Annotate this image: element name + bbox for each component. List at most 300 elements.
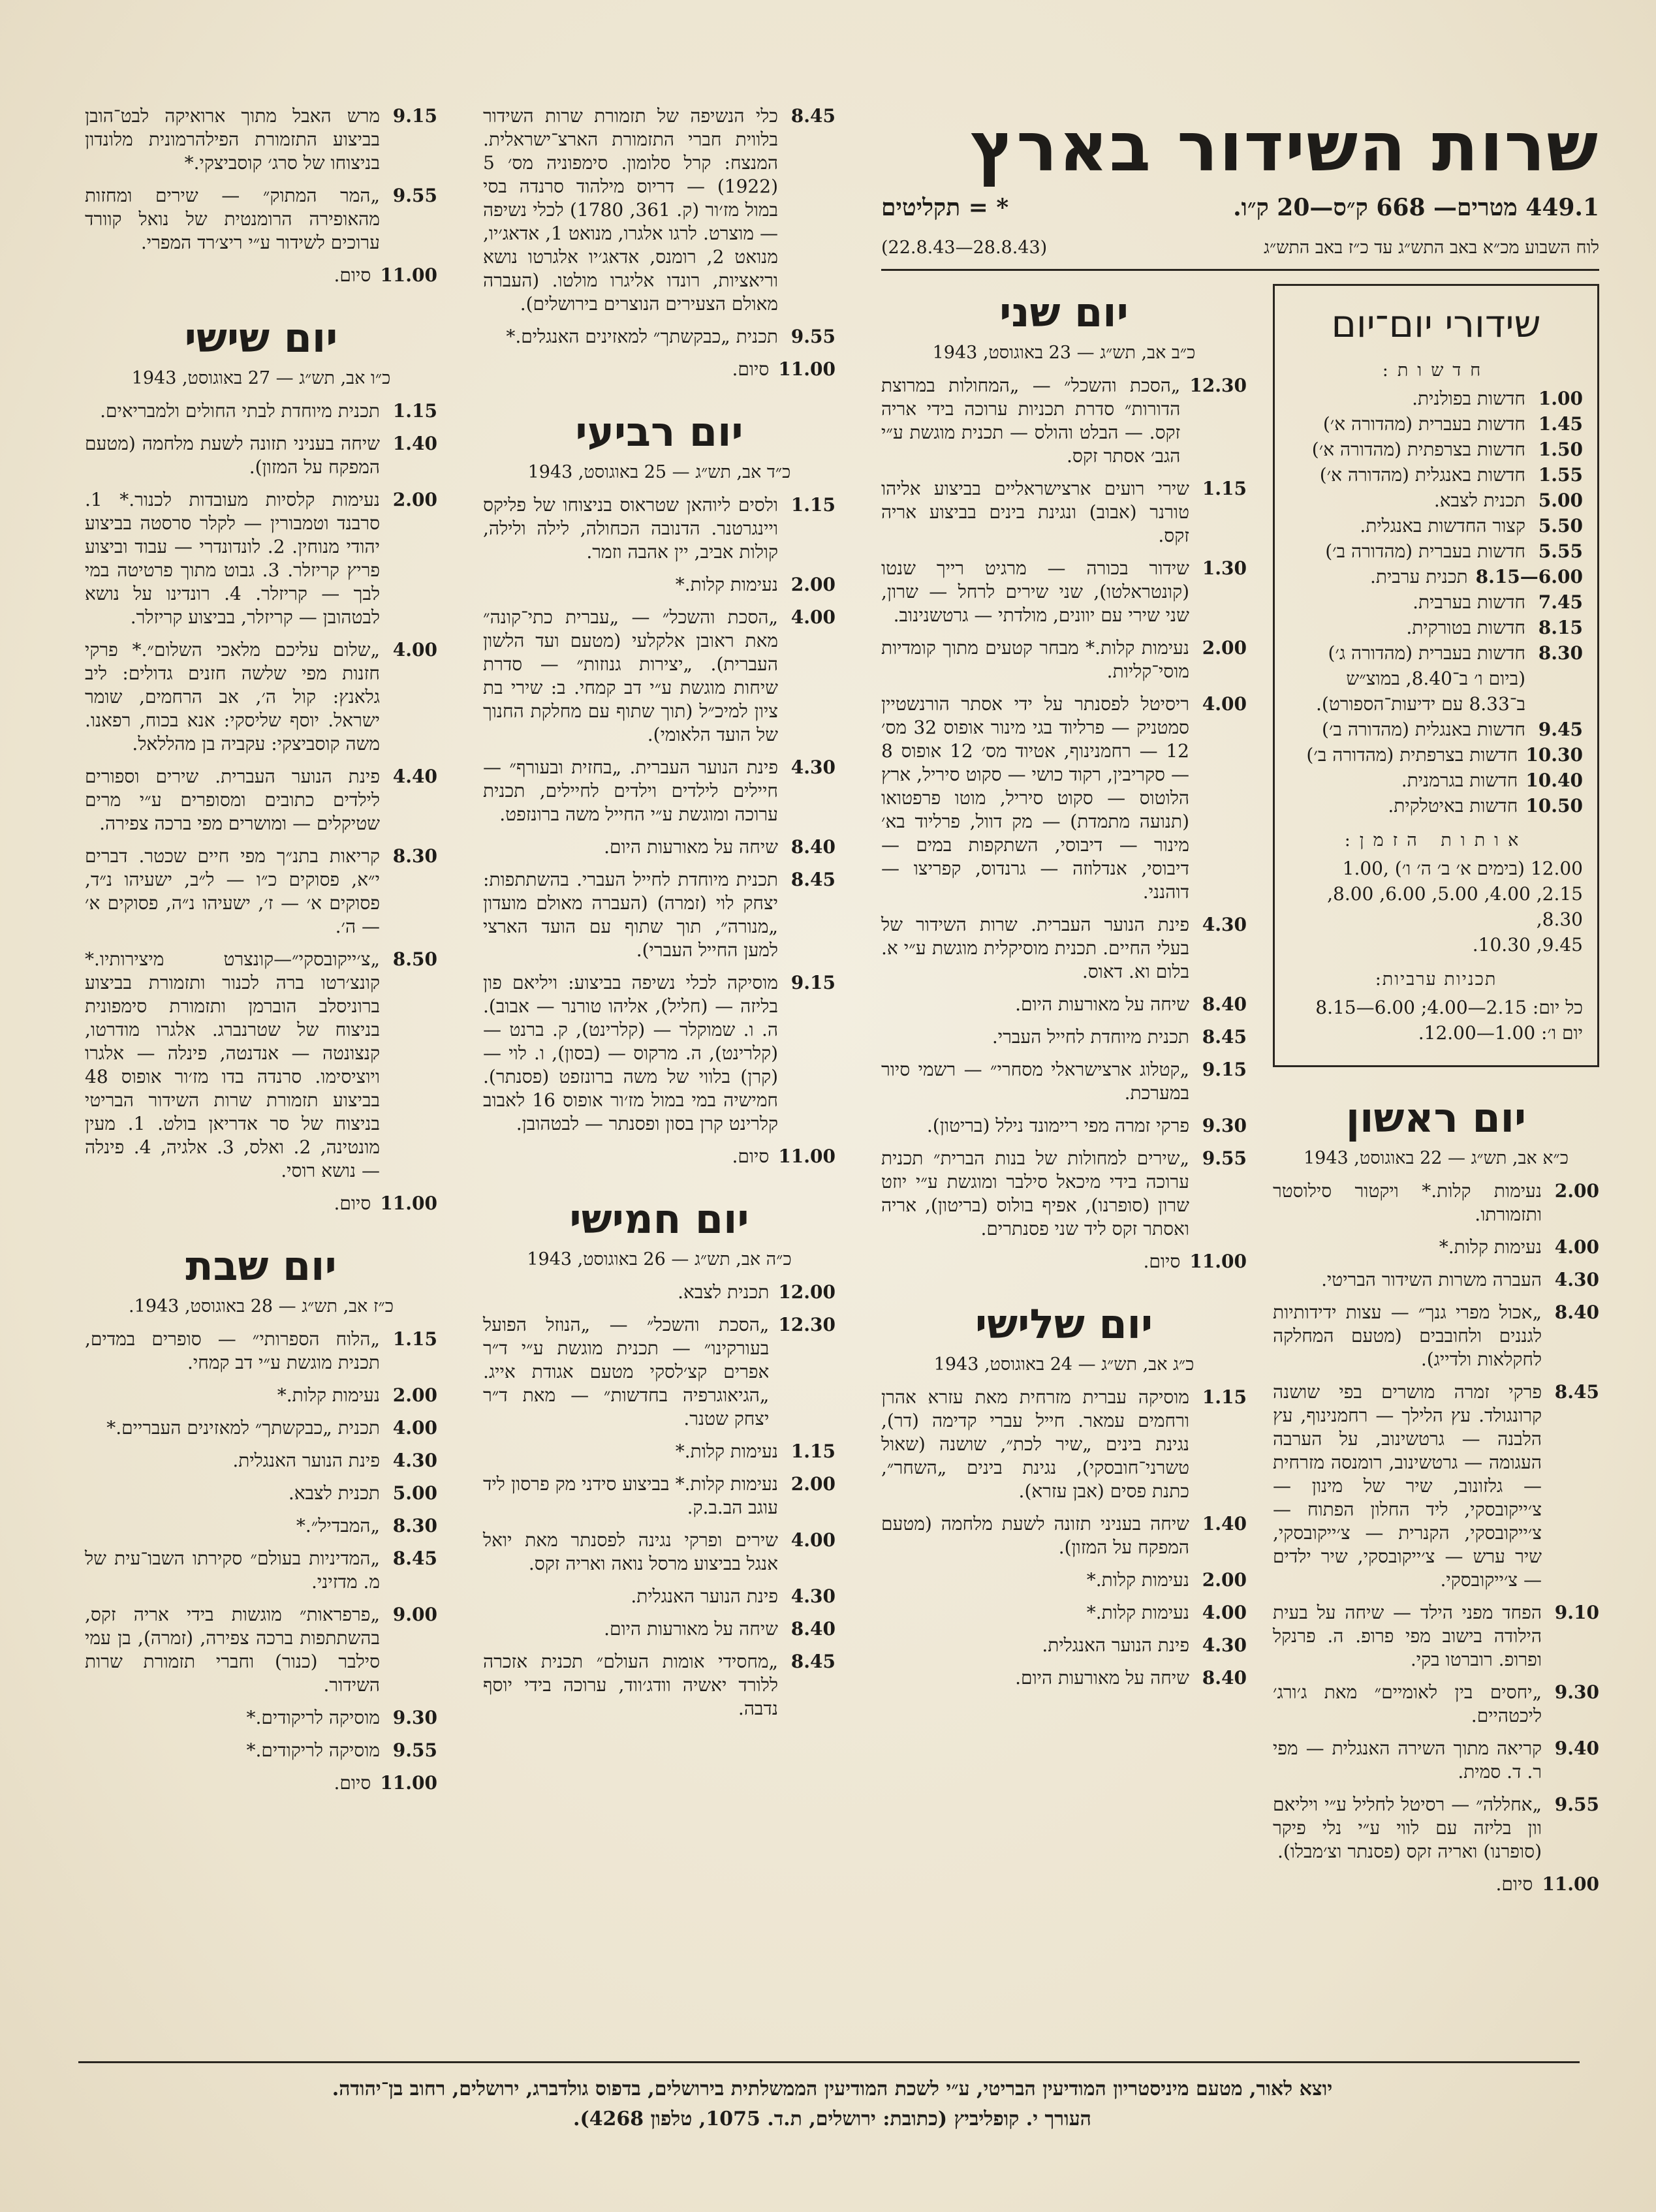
daily-broadcasts-box <box>1273 284 1599 1067</box>
program-row <box>1273 1873 1599 1896</box>
program-row <box>85 488 437 629</box>
program-text: שיחה על מאורעות היום. <box>1015 993 1189 1015</box>
program-row <box>1273 1301 1599 1371</box>
frequency-text: 449.1 מטרים— 668 ק״ס—20 ק״ו. <box>1233 194 1599 221</box>
news-item-row <box>1289 768 1583 793</box>
program-time: 4.40 <box>392 766 437 787</box>
news-item-time: 1.50 <box>1538 439 1583 460</box>
arabic-program-line: כל יום: 2.15—4.00; 6.00—8.15 <box>1315 997 1583 1018</box>
page-title: שרות השידור בארץ <box>970 107 1599 187</box>
program-time: 2.00 <box>1554 1180 1599 1202</box>
daily-box-title: שידורי יום־יום <box>1331 302 1541 346</box>
news-item-time: 9.45 <box>1538 719 1583 740</box>
day-date-tuesday: כ״ג אב, תש״ג — 24 באוגוסט, 1943 <box>933 1354 1195 1375</box>
program-row <box>85 1771 437 1795</box>
program-time: 12.30 <box>1189 375 1247 396</box>
news-item-time: 5.50 <box>1538 515 1583 537</box>
program-time: 1.15 <box>790 494 836 516</box>
program-text: סיום. <box>1143 1251 1181 1272</box>
day-heading-wednesday: יום רביעי <box>575 408 743 456</box>
program-row <box>881 1147 1247 1241</box>
news-item-text: תכנית ערבית. <box>1369 566 1468 587</box>
program-text: סיום. <box>334 264 371 286</box>
program-time: 1.15 <box>1202 1386 1247 1408</box>
program-time: 2.00 <box>1202 1569 1247 1591</box>
news-item-row <box>1289 742 1583 768</box>
time-signal-line: 2.15, 4.00, 5.00, 6.00, 8.00, 8.30, <box>1327 883 1583 930</box>
news-item-text: חדשות בערבית. <box>1413 591 1525 613</box>
program-time: 11.00 <box>778 1145 836 1167</box>
program-row <box>483 104 836 316</box>
program-time: 12.00 <box>778 1281 836 1303</box>
program-row <box>881 993 1247 1016</box>
program-time: 8.45 <box>1202 1026 1247 1048</box>
program-time: 9.00 <box>392 1604 437 1625</box>
news-item-time: 1.00 <box>1538 388 1583 409</box>
program-row <box>1273 1793 1599 1863</box>
footer <box>131 2074 1534 2134</box>
news-item-row <box>1289 717 1583 742</box>
program-list-wednesday <box>483 493 836 1168</box>
time-signal-line: 9.45, 10.30. <box>1472 934 1583 956</box>
time-signal-line: 12.00 (בימים א׳ ב׳ ה׳ ו׳) ,1.00 <box>1342 858 1583 879</box>
program-text: „מחסידי אומות העולם״ תכנית אזכרה ללורד יאשיה וודג׳ווד, ערוכה בידי יוסף נדבה. <box>483 1651 778 1719</box>
program-row <box>85 1514 437 1538</box>
news-item-text: חדשות בטורקית. <box>1406 617 1525 638</box>
program-row <box>483 1313 836 1431</box>
news-item-row <box>1289 386 1583 411</box>
program-row <box>881 913 1247 984</box>
program-time: 11.00 <box>380 1772 437 1794</box>
program-text: פרקי זמרה מפי ריימונד נילל (בריטון). <box>926 1115 1189 1136</box>
daily-and-sunday <box>1273 284 1599 1905</box>
program-row <box>881 1666 1247 1690</box>
program-row <box>85 1384 437 1407</box>
news-item-time: 5.00 <box>1538 490 1583 511</box>
program-time: 1.40 <box>392 433 437 454</box>
program-text: „המר המתוק״ — שירים ומחזות מהאופירה הרומנטית של נואל קוורד ערוכים לשידור ע״י ריצ׳רד המפרי. <box>85 185 380 253</box>
program-text: תכנית „כבקשתך״ למאזינים האנגלים.* <box>506 326 778 347</box>
news-item-text: חדשות בעברית (מהדורה ב׳) <box>1325 540 1525 562</box>
news-item-text: חדשות בעברית (מהדורה ג׳) <box>1328 642 1525 664</box>
news-item-text: חדשות באנגלית (מהדורה ב׳) <box>1322 719 1525 740</box>
program-text: „פרפראות״ מוגשות בידי אריה זקס, בהשתתפות ברכה צפירה, (זמרה), בן עמי סילבר (כנור) וחברי תזמורת שרות השידור. <box>85 1604 380 1696</box>
news-heading: חדשות: <box>1382 360 1490 381</box>
program-row <box>85 1449 437 1472</box>
program-time: 8.40 <box>790 836 836 858</box>
program-time: 8.45 <box>1554 1381 1599 1403</box>
program-row <box>85 845 437 939</box>
program-text: תכנית „כבקשתך״ למאזינים העבריים.* <box>106 1417 380 1439</box>
program-time: 1.15 <box>392 1328 437 1350</box>
program-row <box>881 1568 1247 1592</box>
program-row <box>1273 1179 1599 1226</box>
program-time: 8.30 <box>392 845 437 867</box>
program-row <box>85 399 437 423</box>
program-list-thursday <box>483 1281 836 1721</box>
program-list-tuesday <box>881 1386 1247 1690</box>
program-row <box>85 1192 437 1215</box>
program-text: שיחה בעניני תזונה לשעת מלחמה (מטעם המפקח על המזון). <box>85 433 380 478</box>
program-text: תכנית לצבא. <box>678 1281 770 1303</box>
program-row <box>483 493 836 564</box>
day-date-wednesday: כ״ד אב, תש״ג — 25 באוגוסט, 1943 <box>527 462 791 482</box>
news-item-text: חדשות בעברית (מהדורה א׳) <box>1322 413 1525 435</box>
program-text: נעימות קלות.* ויקטור סילוסטר ותזמורתו. <box>1273 1180 1542 1225</box>
program-row <box>1273 1601 1599 1672</box>
program-text: כלי הנשיפה של תזמורת שרות השידור בלווית חברי התזמורת הארצ־ישראלית. המנצח: קרל סלומון. סימפוניה מס׳ 5 (1922) — דריוס מילהוד סרנדה בסי במול מז׳ור (ק. 361, 1780) לכלי נשיפה — מוצרט. לרגו אלגרו, מנואט 1, אדאג׳יו, מנואט 2, רומנס, אדאג׳יו אלגרטו נושא וריאציות, רונדו אליגרו מולטו. (העברה מאולם הצעירים הנוצרים בירושלים). <box>483 105 779 315</box>
program-time: 8.30 <box>392 1515 437 1536</box>
program-text: „שירים למחולות של בנות הברית״ תכנית ערוכה בידי מיכאל סילבר ומוגשת ע״י יוזט שרון (סופרנו), אפיף בולוס (בריטון), אריה ואסתר זקס ליד שני פסנתרים. <box>881 1147 1189 1239</box>
program-time: 11.00 <box>380 264 437 286</box>
program-text: „צ׳ייקובסקי״—קונצרט מיצירותיו.* קונצ׳רטו ברה לכנור ותזמורת בביצוע ברוניסלב הוברמן ותזמורת סימפונית בניצוח של שטרנברג. אלגרו מודרטו, קנצונטה — אנדנטה, פינלה — אלגרו ויוציסימו. סרנדה בדו מז׳ור אופוס 48 בביצוע תזמורת שרות השידור הבריטי בניצוח של סר אדריאן בולט. 1. מעין מונטינה, 2. ואלס, 3. אלגיה, 4. פינלה — נושא רוסי. <box>85 948 380 1181</box>
program-row <box>85 104 437 175</box>
program-time: 2.00 <box>790 574 836 595</box>
day-heading-saturday: יום שבת <box>185 1242 337 1290</box>
program-row <box>483 606 836 747</box>
program-time: 4.00 <box>790 1529 836 1551</box>
program-row <box>881 1512 1247 1559</box>
program-time: 1.40 <box>1202 1513 1247 1534</box>
program-text: נעימות קלות.* <box>1086 1602 1189 1623</box>
program-time: 8.40 <box>1202 993 1247 1015</box>
middle-column <box>483 104 836 1730</box>
program-text: מרש האבל מתוך ארואיקה לבט־הובן בביצוע התזמורת הפילהרמונית מלונדון בניצוחו של סרג׳ קוסביצקי.* <box>85 105 380 174</box>
day-date-saturday: כ״ז אב, תש״ג — 28 באוגוסט, 1943. <box>129 1296 394 1316</box>
day-heading-monday: יום שני <box>999 288 1129 336</box>
program-text: „המדיניות בעולם״ סקירתו השבו־עית של מ. מדזיני. <box>85 1548 380 1593</box>
program-text: סיום. <box>334 1772 371 1794</box>
records-legend: * = תקליטים <box>881 194 1009 221</box>
news-item-row <box>1289 488 1583 513</box>
program-row <box>85 1739 437 1762</box>
program-row <box>881 1114 1247 1138</box>
program-row <box>85 638 437 756</box>
day-date-friday: כ״ו אב, תש״ג — 27 באוגוסט, 1943 <box>131 368 391 388</box>
news-item-time: 5.55 <box>1538 540 1583 562</box>
program-row <box>881 557 1247 627</box>
program-time: 4.00 <box>392 639 437 661</box>
day-heading-tuesday: יום שלישי <box>975 1300 1153 1348</box>
news-item-time: 6.00—8.15 <box>1475 566 1583 587</box>
news-item-time <box>1533 666 1583 717</box>
news-item-time: 10.40 <box>1525 770 1583 791</box>
program-list-friday <box>85 399 437 1215</box>
program-text: תכנית מיוחדת לבתי החולים ולמבריאים. <box>100 400 380 422</box>
program-text: שיחה על מאורעות היום. <box>604 1618 778 1640</box>
news-item-row <box>1289 564 1583 589</box>
day-heading-friday: יום שישי <box>184 314 338 362</box>
program-time: 8.45 <box>790 869 836 890</box>
program-text: העברה משרות השידור הבריטי. <box>1321 1269 1542 1290</box>
news-item-time: 1.55 <box>1538 464 1583 486</box>
news-item-text: חדשות בפולנית. <box>1412 388 1525 409</box>
program-text: שירים ופרקי נגינה לפסנתר מאת יואל אנגל בביצוע מרסל נואה ואריה זקס. <box>483 1529 778 1574</box>
program-time: 8.40 <box>1202 1667 1247 1689</box>
day-date-sunday: כ״א אב, תש״ג — 22 באוגוסט, 1943 <box>1304 1148 1569 1168</box>
program-time: 11.00 <box>1542 1873 1599 1895</box>
program-time: 2.00 <box>1202 637 1247 659</box>
arabic-programs-list <box>1289 995 1583 1046</box>
program-text: סיום. <box>732 358 770 380</box>
news-item-row <box>1289 615 1583 640</box>
program-time: 9.15 <box>1202 1059 1247 1080</box>
program-row <box>85 264 437 287</box>
program-row <box>1273 1268 1599 1292</box>
week-label: לוח השבוע מכ״א באב התש״ג עד כ״ז באב התש״ג <box>1264 238 1599 258</box>
program-text: שיחה על מאורעות היום. <box>1015 1667 1189 1689</box>
program-text: פרקי זמרה מושרים בפי שושנה קרונגולד. עץ הלילך — רחמנינוף, עץ הלבנה — גרטשינוב, על הערבה העגומה — גרטשינוב, רומנסה מזרחית — גלזונוב, שיר של מינון — צ׳ייקובסקי, ליד החלון הפתוח — צ׳ייקובסקי, הקנרית — צ׳ייקובסקי, שיר ערש — צ׳ייקובסקי, שיר ילדים — צ׳ייקובסקי. <box>1273 1381 1542 1591</box>
program-row <box>483 1281 836 1304</box>
news-item-time: 8.15 <box>1538 617 1583 638</box>
program-row <box>881 636 1247 683</box>
program-row <box>85 432 437 479</box>
program-time: 9.55 <box>790 326 836 347</box>
program-list-monday <box>881 374 1247 1273</box>
program-text: סיום. <box>1495 1873 1533 1895</box>
program-row <box>85 1603 437 1697</box>
program-text: „קטלוג ארצישראלי מסחרי״ — רשמי סיור במערכת. <box>881 1059 1189 1104</box>
monday-tuesday <box>881 284 1247 1905</box>
program-time: 9.55 <box>392 1739 437 1761</box>
program-text: נעימות קלות.* <box>277 1384 380 1406</box>
program-text: שיחה על מאורעות היום. <box>604 836 778 858</box>
program-time: 2.00 <box>392 489 437 510</box>
program-row <box>881 1250 1247 1273</box>
program-text: „יחסים בין לאומיים״ מאת ג׳ורג׳ ליכטהיים. <box>1273 1681 1542 1726</box>
program-row <box>881 1386 1247 1503</box>
program-time: 11.00 <box>778 358 836 380</box>
program-text: „שלום עליכם מלאכי השלום״.* פרקי חזנות מפי שלשה חזנים גדולים: ליב גלאנץ: קול ה׳, אב הרחמים, שומר ישראל. יוסף שליסקי: אנא בכוח, רפאנו. משה קוסביצקי: עקביה בן מהללאל. <box>85 639 380 755</box>
program-list-continued <box>483 104 836 381</box>
program-time: 4.30 <box>1202 1634 1247 1656</box>
program-row <box>881 1601 1247 1625</box>
program-time: 9.55 <box>1554 1794 1599 1815</box>
time-signals-heading: אותות הזמן: <box>1344 830 1528 850</box>
program-time: 1.15 <box>790 1441 836 1462</box>
program-time: 9.15 <box>392 105 437 127</box>
program-text: סיום. <box>732 1145 770 1167</box>
program-row <box>483 971 836 1136</box>
program-time: 8.45 <box>790 105 836 127</box>
program-text: שידור בכורה — מרגיט רייך שנטו (קונטראלטו), שני שירים לרחל — שרון, שני שירי עם יוונים, מולדתי — גרטשנינוב. <box>881 557 1189 626</box>
program-row <box>483 1585 836 1608</box>
program-text: נעימות קלות.* <box>1439 1236 1542 1258</box>
program-row <box>85 1547 437 1594</box>
program-time: 4.30 <box>790 1585 836 1607</box>
program-text: נעימות קלות.* <box>1086 1569 1189 1591</box>
program-row <box>483 1472 836 1519</box>
program-time: 8.45 <box>392 1548 437 1569</box>
arabic-program-line: יום ו׳: 1.00—12.00. <box>1418 1022 1583 1044</box>
program-text: „הסכת והשכל״ — „הנוזל הפועל בעורקינו״ — תכנית מוגשת ע״י ד״ר אפרים קצ׳לסקי מטעם אגודת אייג. „הגיאוגרפיה בחדשות״ — מאת ד״ר יצחק שטנר. <box>483 1314 770 1429</box>
program-text: תכנית מיוחדת לחייל העברי. בהשתתפות: יצחק לוי (זמרה) (העברה מאולם מועדון „מנורה״, תוך שתוף עם הועד הארצי למען החייל העברי). <box>483 869 778 961</box>
program-text: שירי רועים ארצישראליים בביצוע אליהו טורנר (אבוב) ונגינת בינים בביצוע אריה זקס. <box>881 478 1189 546</box>
footer-line-2: העורך י. קופליביץ (כתובת: ירושלים, ת.ד. 1075, טלפון 4268). <box>573 2108 1091 2130</box>
program-time: 8.40 <box>790 1618 836 1640</box>
news-item-row <box>1289 666 1583 717</box>
program-row <box>85 1706 437 1730</box>
news-item-time: 7.45 <box>1538 591 1583 613</box>
program-time: 1.30 <box>1202 557 1247 579</box>
week-dates: (28.8.43—22.8.43) <box>881 238 1048 258</box>
program-row <box>881 1058 1247 1105</box>
program-time: 12.30 <box>778 1314 836 1335</box>
program-row <box>85 765 437 835</box>
news-item-row <box>1289 538 1583 564</box>
program-text: „אחללה״ — רסיטל לחליל ע״י ויליאם וון בליזה עם לווי ע״י נלי פיקר (סופרנו) ואריה זקס (פסנתר וצ׳מבלו). <box>1273 1794 1542 1862</box>
program-time: 4.00 <box>392 1417 437 1439</box>
program-text: תכנית מיוחדת לחייל העברי. <box>992 1026 1189 1048</box>
program-time: 4.30 <box>790 756 836 778</box>
program-time: 9.40 <box>1554 1737 1599 1759</box>
program-text: פינת הנוער העברית. שירים וספורים לילדים כתובים ומסופרים ע״י מרים שטיקלים — ומושרים מפי ברכה צפירה. <box>85 766 380 834</box>
day-date-thursday: כ״ה אב, תש״ג — 26 באוגוסט, 1943 <box>527 1249 792 1270</box>
program-row <box>483 1145 836 1168</box>
news-item-text: (ביום ו׳ ב־8.40, במוצ״ש ב־8.33 עם ידיעות־הספורט). <box>1316 668 1525 715</box>
program-row <box>85 1416 437 1440</box>
program-time: 9.30 <box>1202 1115 1247 1136</box>
program-text: נעימות קלות.* <box>675 1441 778 1462</box>
program-text: פינת הנוער העברית. שרות השידור של בעלי החיים. תכנית מוסיקלית מוגשת ע״י א. בלום וא. דאוס. <box>881 914 1189 982</box>
main-split <box>881 284 1599 1905</box>
program-row <box>881 374 1247 468</box>
program-row <box>483 756 836 826</box>
program-row <box>483 1440 836 1463</box>
program-text: „אכול מפרי גנך״ — עצות ידידותיות לגננים ולחובבים (מטעם המחלקה לחקלאות ולדייג). <box>1273 1301 1542 1370</box>
program-text: סיום. <box>334 1192 371 1214</box>
news-item-row <box>1289 640 1583 666</box>
program-row <box>483 835 836 859</box>
day-heading-sunday: יום ראשון <box>1345 1094 1527 1142</box>
program-row <box>483 1650 836 1721</box>
program-row <box>1273 1681 1599 1728</box>
program-time: 4.00 <box>790 606 836 628</box>
news-item-text: חדשות בגרמנית. <box>1401 770 1518 791</box>
program-row <box>483 358 836 381</box>
arabic-heading: תכניות ערביות: <box>1375 969 1497 989</box>
news-item-time: 10.50 <box>1525 795 1583 817</box>
program-text: שיחה בעניני תזונה לשעת מלחמה (מטעם המפקח על המזון). <box>881 1513 1189 1558</box>
program-row <box>85 184 437 255</box>
program-row <box>483 868 836 962</box>
program-row <box>1273 1737 1599 1784</box>
program-text: מוסיקה לריקודים.* <box>246 1739 380 1761</box>
program-list-continued-2 <box>85 104 437 287</box>
program-row <box>85 1482 437 1505</box>
news-item-time: 1.45 <box>1538 413 1583 435</box>
program-time: 4.30 <box>392 1450 437 1471</box>
news-item-text: חדשות בצרפתית (מהדורה ב׳) <box>1306 744 1518 766</box>
program-text: נעימות קלות.* בביצוע סידני מק פרסון ליד עוגב הב.ב.ק. <box>483 1473 778 1518</box>
program-time: 9.15 <box>790 972 836 993</box>
program-row <box>483 325 836 349</box>
day-heading-thursday: יום חמישי <box>569 1195 749 1243</box>
program-text: „המבדיל״.* <box>296 1515 380 1536</box>
program-text: פינת הנוער האנגלית. <box>1042 1634 1189 1656</box>
program-time: 9.30 <box>392 1707 437 1728</box>
program-text: פינת הנוער האנגלית. <box>232 1450 380 1471</box>
program-row <box>881 1634 1247 1657</box>
news-item-time: 10.30 <box>1525 744 1583 766</box>
program-time: 1.15 <box>1202 478 1247 499</box>
program-time: 4.30 <box>1202 914 1247 935</box>
program-row <box>85 1328 437 1375</box>
program-text: נעימות קלסיות מעובדות לכנור.* 1. סרבנד וטמבורין — לקלר סרסטה בביצוע יהודי מנוחין. 2. לונדונדרי — עבוד וביצוע פריץ קריזלר. 3. גבוט מתוך פרטיטה במי לבך — קריזלר. 4. רונדינו על נושא לבטהובן — קריזלר, בביצוע קריזלר. <box>85 489 380 628</box>
program-time: 5.00 <box>392 1482 437 1504</box>
news-item-text: חדשות באנגלית (מהדורה א׳) <box>1319 464 1525 486</box>
program-time: 8.45 <box>790 1651 836 1672</box>
program-time: 9.55 <box>1202 1147 1247 1169</box>
program-row <box>1273 1236 1599 1259</box>
news-item-row <box>1289 589 1583 615</box>
program-text: קריאות בתנ״ך מפי חיים שכטר. דברים י״א, פסוקים כ״ו — ל״ב, ישעיהו נ״ד, פסוקים א׳ — ז׳, ישעיהו נ״ה, פסוקים א׳ — ה׳. <box>85 845 380 937</box>
program-time: 1.15 <box>392 400 437 422</box>
day-date-monday: כ״ב אב, תש״ג — 23 באוגוסט, 1943 <box>932 343 1196 363</box>
news-item-text: חדשות בצרפתית (מהדורה א׳) <box>1311 439 1525 460</box>
program-text: הפחד מפני הילד — שיחה על בעית הילודה בישוב מפי פרופ. ה. פרנקל ופרופ. רוברטו בקי. <box>1273 1602 1542 1670</box>
program-text: נעימות קלות.* מבחר קטעים מתוך קומדיות מוסי־קליות. <box>881 637 1189 682</box>
footer-line-1: יוצא לאור, מטעם מיניסטריון המודיעין הבריטי, ע״י לשכת המודיעין הממשלתית בירושלים, בדפוס גולדברג, ירושלים, רחוב בן־יהודה. <box>332 2078 1333 2100</box>
news-item-text: קצור החדשות באנגלית. <box>1360 515 1525 537</box>
news-item-row <box>1289 513 1583 538</box>
program-row <box>881 477 1247 548</box>
program-time: 9.10 <box>1554 1602 1599 1623</box>
news-item-time: 8.30 <box>1538 642 1583 664</box>
time-signals-list <box>1289 856 1583 958</box>
program-row <box>881 693 1247 904</box>
program-list-sunday <box>1273 1179 1599 1896</box>
program-row <box>483 1529 836 1576</box>
program-text: „הסכת והשכל״ — „עברית כתי־קונה״ מאת ראובן אלקלעי (מטעם ועד הלשון העברית). „יצירות גנוזות״ — סדרת שיחות מוגשת ע״י דב קמחי. ב: שירי בת ציון למיכ״ל (תוך שתוף עם מחלקת החנוך של הועד הלאומי). <box>483 606 778 745</box>
program-text: מוסיקה עברית מזרחית מאת עזרא אהרן ורחמים עמאר. חייל עברי קדימה (דר), נגינת בינים „שיר לכת״, שושנה (שאול טשרני־חובסקי), נגינת בינים „השחר״, כתנת פסים (אבן עזרא). <box>881 1386 1189 1502</box>
program-row <box>483 1617 836 1641</box>
program-text: מוסיקה לריקודים.* <box>246 1707 380 1728</box>
program-text: ריסיטל לפסנתר על ידי אסתר הורנשטיין סמטניק — פרליוד בגי מינור אופוס 32 מס׳ 12 — רחמנינוף, אטיוד מס׳ 12 אופוס 8 — סקריבין, רקוד כושי — סקוט סיריל, ארץ הלוטוס — סקוט סיריל, מוטו פרפטואו (תנועה מתמדת) — מק דוול, פרליוד בא׳ מינור — דיבוסי, השתקפות במים — דיבוסי, אנדלוזה — גרנדוס, קפריצו — דוהנני. <box>881 693 1189 903</box>
program-time: 9.55 <box>392 185 437 206</box>
frequency-row <box>881 196 1599 219</box>
footer-rule <box>78 2061 1580 2063</box>
program-time: 9.30 <box>1554 1681 1599 1703</box>
program-text: נעימות קלות.* <box>675 574 778 595</box>
program-time: 4.00 <box>1202 1602 1247 1623</box>
program-time: 8.50 <box>392 948 437 970</box>
program-time: 4.00 <box>1554 1236 1599 1258</box>
program-time: 4.30 <box>1554 1269 1599 1290</box>
week-row <box>881 236 1599 271</box>
news-item-row <box>1289 462 1583 488</box>
news-item-row <box>1289 793 1583 818</box>
news-item-row <box>1289 437 1583 462</box>
program-time: 2.00 <box>392 1384 437 1406</box>
program-text: קריאה מתוך השירה האנגלית — מפי ר. ד. סמית. <box>1273 1737 1542 1783</box>
program-text: „הסכת והשכל״ — „המחולות במרוצת הדורות״ סדרת תכניות ערוכה בידי אריה זקס. — הבלט והולס — תכנית מוגשת ע״י הגב׳ אסתר זקס. <box>881 375 1181 467</box>
program-list-saturday <box>85 1328 437 1795</box>
program-time: 11.00 <box>1189 1251 1247 1272</box>
program-row <box>881 1025 1247 1049</box>
program-row <box>1273 1380 1599 1592</box>
main-column <box>881 104 1599 1905</box>
program-time: 4.00 <box>1202 693 1247 715</box>
program-time: 8.40 <box>1554 1301 1599 1323</box>
program-time: 11.00 <box>380 1192 437 1214</box>
program-time: 2.00 <box>790 1473 836 1495</box>
news-item-text: תכנית לצבא. <box>1433 490 1525 511</box>
program-text: ולסים ליוהאן שטראוס בניצוחו של פליקס ויינגרטנר. הדנובה הכחולה, לילה ולילה, קולות אביב, יין אהבה וזמר. <box>483 494 778 563</box>
news-item-text: חדשות באיטלקית. <box>1388 795 1518 817</box>
program-text: „הלוח הספרותי״ — סופרים במדים, תכנית מוגשת ע״י דב קמחי. <box>85 1328 380 1373</box>
news-item-row <box>1289 411 1583 437</box>
